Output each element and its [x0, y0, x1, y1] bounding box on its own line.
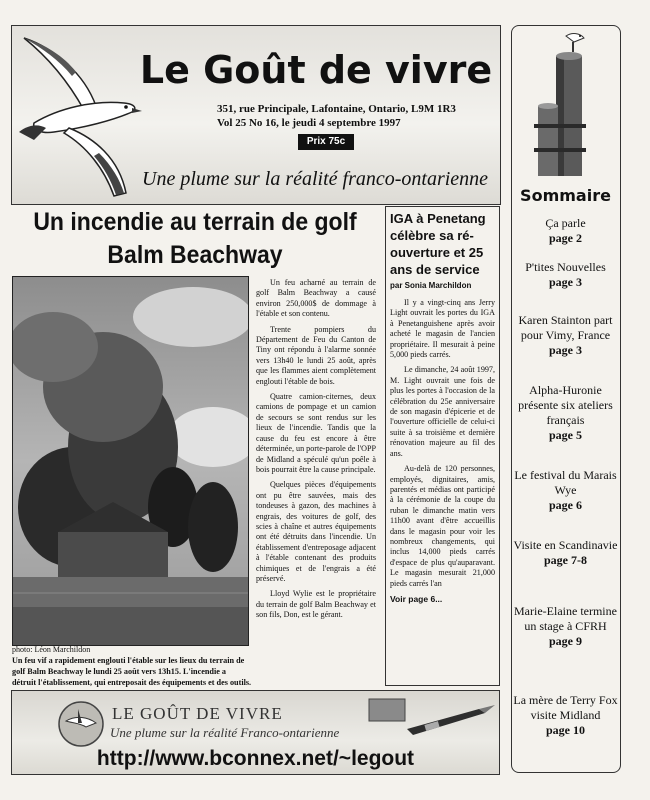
toc-item-label: Le festival du Marais Wye	[514, 468, 617, 497]
banner-tagline: Une plume sur la réalité Franco-ontarienne	[110, 725, 340, 740]
iga-headline: IGA à Penetang célèbre sa ré-ouverture et 25 ans de service	[390, 211, 486, 277]
toc-item-page: page 3	[549, 275, 582, 289]
toc-item-label: Visite en Scandinavie	[513, 538, 618, 552]
toc-item-page: page 5	[549, 428, 582, 442]
toc-item[interactable]	[512, 260, 619, 290]
toc-item-label: P'tites Nouvelles	[525, 260, 606, 274]
iga-article-body	[390, 298, 495, 589]
toc-item-label: Karen Stainton part pour Vimy, France	[518, 313, 613, 342]
toc-item-page: page 9	[549, 634, 582, 648]
toc-item[interactable]	[512, 468, 619, 513]
photo-credit: photo: Léon Marchildon	[12, 645, 91, 654]
iga-continued-link[interactable]: Voir page 6...	[390, 593, 443, 604]
banner-title: LE GOÛT DE VIVRE	[112, 704, 283, 723]
toc-item-page: page 7-8	[544, 553, 587, 567]
seagull-illustration	[14, 28, 144, 203]
lead-headline	[25, 206, 365, 272]
issue-info: Vol 25 No 16, le jeudi 4 septembre 1997	[217, 117, 401, 129]
toc-item-page: page 3	[549, 343, 582, 357]
website-banner	[11, 690, 500, 775]
toc-item-label: La mère de Terry Fox visite Midland	[513, 693, 618, 722]
toc-item-page: page 6	[549, 498, 582, 512]
lead-paragraph: Trente pompiers du Département de Feu du Canton de Tiny ont répondu à l'alarme sonnée vers 13h40 le lundi 25 août, après que les flammes aient complètement englouti l'étable de bois.	[256, 324, 376, 386]
lead-paragraph: Lloyd Wylie est le propriétaire du terrain de golf Balm Beachway et son fils, Don, est le gérant.	[256, 589, 376, 620]
toc-item[interactable]	[512, 216, 619, 246]
publisher-address: 351, rue Principale, Lafontaine, Ontario, L9M 1R3	[217, 103, 456, 115]
lead-headline-line2: Balm Beachway	[107, 241, 283, 269]
iga-article	[385, 206, 500, 686]
toc-item-page: page 2	[549, 231, 582, 245]
toc-item-label: Ça parle	[545, 216, 586, 230]
newspaper-title: Le Goût de vivre	[139, 48, 493, 92]
sommaire-title: Sommaire	[520, 186, 611, 205]
iga-paragraph: Au-delà de 120 personnes, employés, dignitaires, amis, parentés et médias ont participé à la cérémonie de la coupe du ruban le dimanche matin vers 11h00 avant d'être accueillis dans le magasin pour voir les nombreux changements, qui inclus 14,000 pieds carrés d'espace de plus qu'auparavant. Le magasin mesurait 21,000 pieds carrés l'an	[390, 464, 495, 588]
iga-paragraph: Il y a vingt-cinq ans Jerry Light ouvrait les portes du IGA à Penetanguishene après avoir acheté le magasin de l'ancien propriétaire. Il mesurait à peine 5,000 pieds carrés.	[390, 298, 495, 360]
lead-paragraph: Un feu acharné au terrain de golf Balm Beachway a causé environ 250,000$ de dommage à l'étable et son contenu.	[256, 278, 376, 319]
fire-photo-image	[13, 277, 248, 645]
toc-item[interactable]	[512, 604, 619, 649]
toc-item[interactable]	[512, 693, 619, 738]
fire-photo	[12, 276, 249, 646]
banner-logo-icon	[56, 699, 106, 749]
lead-article-body	[256, 278, 376, 626]
fountain-pen-icon	[367, 695, 497, 743]
iga-byline: par Sonia Marchildon	[390, 281, 472, 290]
toc-item-label: Marie-Elaine termine un stage à CFRH	[514, 604, 617, 633]
masthead-tagline: Une plume sur la réalité franco-ontarienne	[142, 168, 489, 190]
masthead	[11, 25, 501, 205]
toc-item[interactable]	[512, 383, 619, 443]
pier-post-illustration	[526, 28, 606, 183]
photo-caption: Un feu vif a rapidement englouti l'étable sur les lieux du terrain de golf Balm Beachway le lundi 25 août vers 13h15. L'incendie a détruit l'établissement, qui entreposait des équipements et des outils.	[12, 656, 252, 687]
price-badge: Prix 75c	[298, 134, 354, 150]
toc-item-page: page 10	[546, 723, 585, 737]
toc-item[interactable]	[512, 313, 619, 358]
lead-paragraph: Quatre camion-citernes, deux camions de pompage et un camion de secours se sont rendus sur les lieux de l'incendie. Tandis que la cause du feu est encore à être déterminée, un porte-parole de l'OPP de Midland a spéculé qu'un poêle à bois pourrait être la cause principale.	[256, 392, 376, 474]
website-url-link[interactable]: http://www.bconnex.net/~legout	[96, 747, 415, 770]
sommaire-sidebar	[511, 25, 621, 773]
iga-paragraph: Le dimanche, 24 août 1997, M. Light ouvrait une fois de plus les portes à l'occasion de la célébration du 25e anniversaire de son magasin d'épicerie et de l'ouverture officielle de celui-ci suite à sa troisième et dernière rénovation majeure au fil des ans.	[390, 365, 495, 458]
toc-item[interactable]	[512, 538, 619, 568]
lead-headline-line1: Un incendie au terrain de golf	[33, 208, 357, 236]
toc-item-label: Alpha-Huronie présente six ateliers français	[518, 383, 613, 427]
lead-paragraph: Quelques pièces d'équipements ont pu être sauvées, mais des tondeuses à gazon, des machines à engrais, des voitures de golf, des scies à chaîne et autres équipements ont été détruits dans l'incendie. Un établissement d'entreposage adjacent à l'étable contenant des produits chimiques et de l'engrais a été préservé.	[256, 480, 376, 583]
